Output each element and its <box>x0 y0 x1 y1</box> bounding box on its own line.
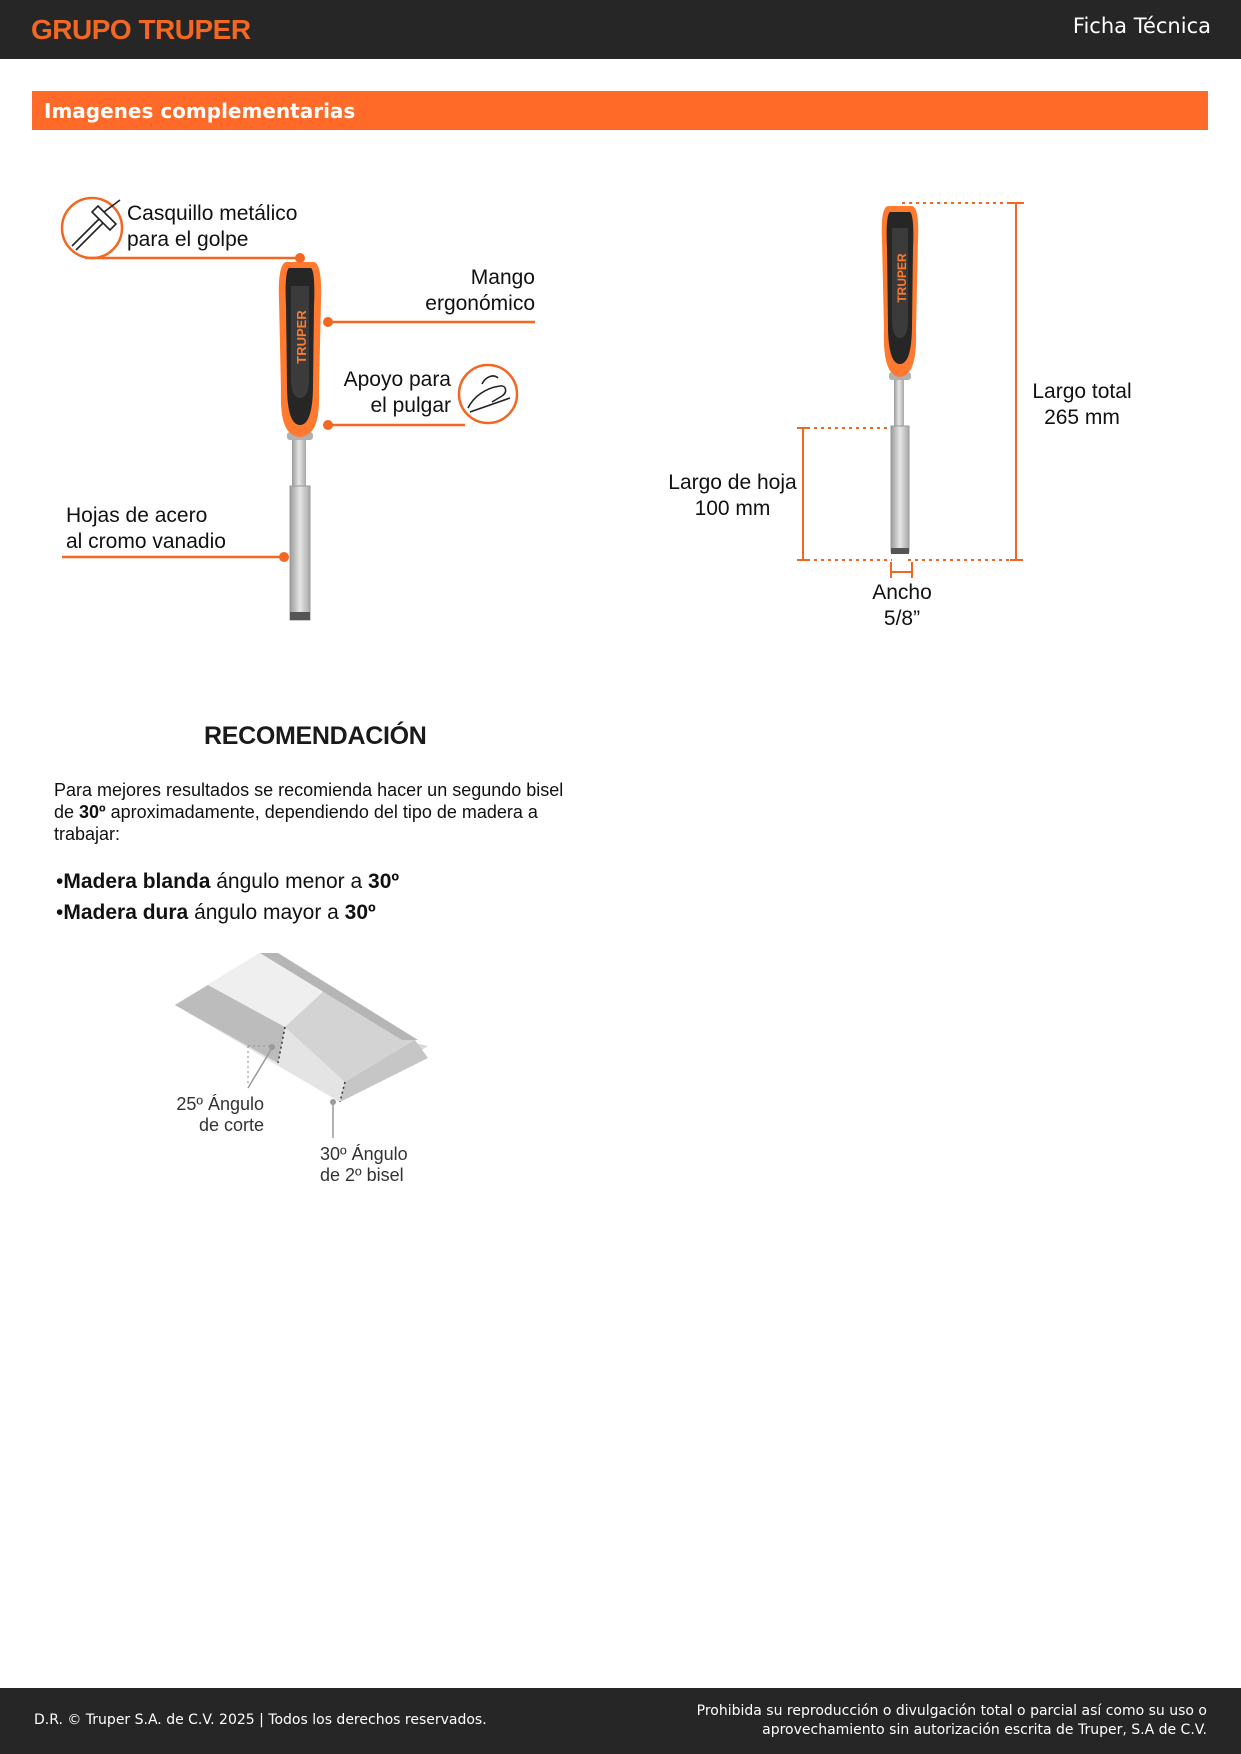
largo-total-value: 265 mm <box>1044 406 1120 429</box>
legal-notice-line1: Prohibida su reproducción o divulgación total o parcial así como su uso o <box>696 1703 1207 1719</box>
bevel-angle-line2: de 2º bisel <box>320 1165 404 1185</box>
mango-label-line2: ergonómico <box>425 292 535 315</box>
document-title: Ficha Técnica <box>1072 14 1211 38</box>
bullet-hard-wood-text: ángulo mayor a <box>188 901 345 924</box>
company-logo: GRUPO TRUPER <box>31 14 251 45</box>
ancho-title: Ancho <box>872 581 932 604</box>
thumb-support-icon <box>468 376 510 412</box>
bullet-hard-wood-value: 30º <box>344 901 376 924</box>
casquillo-label-line2: para el golpe <box>127 228 249 251</box>
bullet-soft-wood-value: 30º <box>368 870 400 893</box>
hojas-label-line1: Hojas de acero <box>66 504 208 527</box>
cut-angle-label <box>170 1094 264 1136</box>
cut-angle-line2: de corte <box>198 1115 264 1135</box>
hojas-label <box>66 503 226 555</box>
bullet-soft-wood: •Madera blanda ángulo menor a 30º <box>56 870 400 893</box>
section-title: Imagenes complementarias <box>44 99 356 123</box>
recommendation-angle: 30º <box>79 802 106 822</box>
mango-label-line1: Mango <box>470 266 535 289</box>
bullet-soft-wood-title: Madera blanda <box>63 870 211 893</box>
page-footer <box>0 1688 1241 1754</box>
copyright-text: D.R. © Truper S.A. de C.V. 2025 | Todos los derechos reservados. <box>34 1712 487 1728</box>
bevel-angle-line1: 30º Ángulo <box>320 1144 408 1164</box>
legal-notice-line2: aprovechamiento sin autorización escrita de Truper, S.A de C.V. <box>762 1722 1207 1738</box>
hojas-label-line2: al cromo vanadio <box>66 530 226 553</box>
bullet-soft-wood-text: ángulo menor a <box>210 870 369 893</box>
chisel-right-image <box>882 206 919 554</box>
largo-hoja-value: 100 mm <box>694 497 771 520</box>
casquillo-label <box>127 201 297 253</box>
bullet-hard-wood-title: Madera dura <box>63 901 189 924</box>
chisel-left-image <box>279 262 321 620</box>
ancho-value: 5/8” <box>883 607 921 630</box>
recommendation-text-part1: Para mejores resultados se recomienda hacer un segundo bisel de <box>54 780 564 822</box>
bullet-hard-wood: •Madera dura ángulo mayor a 30º <box>56 901 376 924</box>
recommendation-bullets <box>56 866 399 928</box>
casquillo-label-line1: Casquillo metálico <box>127 202 298 225</box>
legal-notice <box>697 1702 1207 1740</box>
recommendation-text-part2: aproximadamente, dependiendo del tipo de madera a trabajar: <box>54 802 538 844</box>
largo-total-title: Largo total <box>1032 380 1132 403</box>
svg-text:TRUPER: TRUPER <box>895 253 909 303</box>
handle-brand-label: TRUPER <box>294 310 309 364</box>
largo-total-label <box>1024 379 1140 431</box>
mango-label <box>380 265 535 317</box>
bevel-angle-label <box>320 1144 408 1186</box>
cut-angle-line1: 25º Ángulo <box>176 1094 264 1114</box>
recommendation-text <box>54 779 564 845</box>
apoyo-label-line2: el pulgar <box>370 394 451 417</box>
recommendation-title: RECOMENDACIÓN <box>204 722 427 750</box>
ancho-label <box>862 580 942 632</box>
apoyo-label-line1: Apoyo para <box>343 368 451 391</box>
largo-hoja-label <box>660 470 805 522</box>
largo-hoja-title: Largo de hoja <box>668 471 797 494</box>
apoyo-label <box>300 367 451 419</box>
